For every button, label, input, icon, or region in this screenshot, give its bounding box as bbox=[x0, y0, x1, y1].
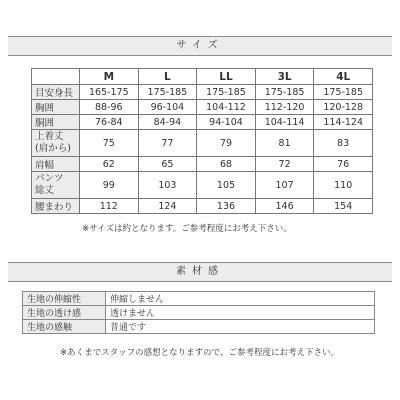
material-note: ※あくまでスタッフの感想となりますので、ご参考程度にお考え下さい。 bbox=[60, 348, 339, 358]
size-cell: 79 bbox=[197, 130, 256, 157]
size-cell: 103 bbox=[138, 172, 197, 199]
material-row-stretch bbox=[23, 292, 375, 306]
size-cell: 88-96 bbox=[80, 100, 139, 115]
size-cell: 68 bbox=[197, 157, 256, 172]
size-cell: 76 bbox=[314, 157, 373, 172]
size-row-waist bbox=[32, 115, 373, 130]
material-row-value: 普通です bbox=[106, 320, 375, 334]
size-cell: 81 bbox=[255, 130, 314, 157]
size-cell: 72 bbox=[255, 157, 314, 172]
size-column-ll: LL bbox=[197, 69, 256, 85]
size-column-3l: 3L bbox=[255, 69, 314, 85]
size-table-corner bbox=[32, 69, 80, 85]
size-cell: 120-128 bbox=[314, 100, 373, 115]
size-row-chest bbox=[32, 100, 373, 115]
size-cell: 96-104 bbox=[138, 100, 197, 115]
material-section-title: 素材感 bbox=[176, 266, 224, 277]
size-row-label-line: パンツ bbox=[35, 173, 64, 184]
material-section-header bbox=[8, 262, 392, 282]
size-row-label bbox=[32, 130, 80, 157]
material-row-texture bbox=[23, 320, 375, 334]
size-row-label: 腰まわり bbox=[32, 199, 80, 214]
size-row-pants-length bbox=[32, 172, 373, 199]
size-section-header bbox=[8, 36, 392, 56]
size-cell: 124 bbox=[138, 199, 197, 214]
size-cell: 136 bbox=[197, 199, 256, 214]
size-cell: 146 bbox=[255, 199, 314, 214]
size-cell: 76-84 bbox=[80, 115, 139, 130]
size-cell: 84-94 bbox=[138, 115, 197, 130]
size-cell: 114-124 bbox=[314, 115, 373, 130]
size-column-l: L bbox=[138, 69, 197, 85]
size-cell: 154 bbox=[314, 199, 373, 214]
size-cell: 62 bbox=[80, 157, 139, 172]
size-row-shoulder bbox=[32, 157, 373, 172]
size-row-label: 胸囲 bbox=[32, 100, 80, 115]
size-cell: 112 bbox=[80, 199, 139, 214]
size-cell: 104-114 bbox=[255, 115, 314, 130]
size-cell: 175-185 bbox=[138, 85, 197, 100]
size-cell: 112-120 bbox=[255, 100, 314, 115]
size-cell: 77 bbox=[138, 130, 197, 157]
size-cell: 99 bbox=[80, 172, 139, 199]
size-row-jacket-length bbox=[32, 130, 373, 157]
size-cell: 104-112 bbox=[197, 100, 256, 115]
size-cell: 94-104 bbox=[197, 115, 256, 130]
size-cell: 75 bbox=[80, 130, 139, 157]
size-row-label: 胴囲 bbox=[32, 115, 80, 130]
size-row-label: 目安身長 bbox=[32, 85, 80, 100]
size-row-label-line: (肩から) bbox=[35, 143, 71, 154]
material-row-sheerness bbox=[23, 306, 375, 320]
size-row-label bbox=[32, 172, 80, 199]
size-cell: 83 bbox=[314, 130, 373, 157]
material-table bbox=[22, 291, 375, 334]
size-cell: 165-175 bbox=[80, 85, 139, 100]
size-cell: 105 bbox=[197, 172, 256, 199]
size-section-title: サイズ bbox=[176, 40, 224, 51]
size-cell: 65 bbox=[138, 157, 197, 172]
size-cell: 110 bbox=[314, 172, 373, 199]
material-row-label: 生地の感触 bbox=[23, 320, 106, 334]
size-cell: 107 bbox=[255, 172, 314, 199]
size-column-m: M bbox=[80, 69, 139, 85]
size-row-label: 肩幅 bbox=[32, 157, 80, 172]
size-header-row bbox=[32, 69, 373, 85]
size-cell: 175-185 bbox=[197, 85, 256, 100]
size-column-4l: 4L bbox=[314, 69, 373, 85]
size-row-label-line: 上着丈 bbox=[35, 131, 64, 142]
material-row-value: 伸縮しません bbox=[106, 292, 375, 306]
size-note: ※サイズは約となります。ご参考程度にお考え下さい。 bbox=[82, 224, 292, 234]
size-row-hip bbox=[32, 199, 373, 214]
size-table bbox=[31, 68, 373, 214]
size-row-height bbox=[32, 85, 373, 100]
size-cell: 175-185 bbox=[314, 85, 373, 100]
size-cell: 175-185 bbox=[255, 85, 314, 100]
material-row-label: 生地の透け感 bbox=[23, 306, 106, 320]
material-row-value: 透けません bbox=[106, 306, 375, 320]
size-row-label-line: 総丈 bbox=[35, 185, 55, 196]
material-row-label: 生地の伸縮性 bbox=[23, 292, 106, 306]
